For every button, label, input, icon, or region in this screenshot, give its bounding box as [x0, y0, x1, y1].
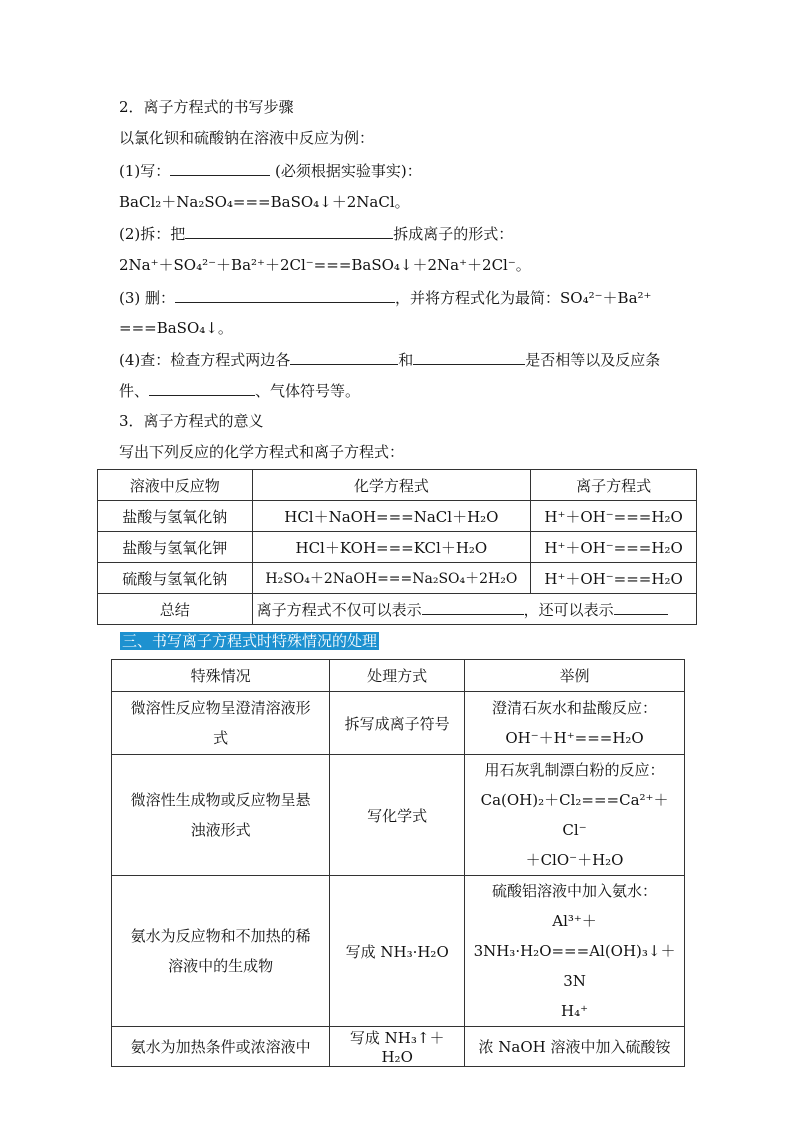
cell-example — [465, 692, 685, 755]
case-line: 浊液形式 — [190, 821, 251, 839]
cell-method: 拆写成离子符号 — [330, 692, 465, 755]
cell-method: 写成 NH₃↑＋H₂O — [330, 1027, 465, 1067]
th-method: 处理方式 — [330, 660, 465, 692]
summary-label: 总结 — [98, 594, 253, 625]
th-ionic-eq: 离子方程式 — [531, 470, 697, 501]
intro-text: 以氯化钡和硫酸钠在溶液中反应为例： — [119, 129, 375, 147]
cell-case — [112, 876, 330, 1027]
table-row — [112, 692, 685, 755]
cell-reactants: 硫酸与氢氧化钠 — [98, 563, 253, 594]
step-2-text: 拆成离子的形式： — [393, 225, 514, 243]
cell-case — [112, 692, 330, 755]
cell-method: 写化学式 — [330, 755, 465, 876]
step-1-note: (必须根据实验事实)： — [270, 162, 422, 180]
summary-b: ，还可以表示 — [523, 600, 614, 619]
task-text: 写出下列反应的化学方程式和离子方程式： — [119, 443, 405, 461]
section-title-text: 三、书写离子方程式时特殊情况的处理 — [122, 632, 378, 650]
step-2-equation: 2Na⁺＋SO₄²⁻＋Ba²⁺＋2Cl⁻===BaSO₄↓＋2Na⁺＋2Cl⁻。 — [119, 256, 531, 274]
cell-reactants: 盐酸与氢氧化钠 — [98, 501, 253, 532]
cell-example — [465, 876, 685, 1027]
case-line: 式 — [213, 729, 229, 747]
cell-case — [112, 755, 330, 876]
case-line: 微溶性生成物或反应物呈悬 — [130, 791, 311, 809]
blank-2 — [185, 223, 393, 239]
step-2-label: (2)拆：把 — [119, 225, 186, 243]
blank-4 — [290, 349, 398, 365]
example-line: 澄清石灰水和盐酸反应： — [492, 699, 658, 717]
example-line: Al³⁺＋ — [552, 912, 597, 930]
example-line: H₄⁺ — [561, 1002, 589, 1020]
case-line: 微溶性反应物呈澄清溶液形 — [130, 699, 311, 717]
cell-example: 浓 NaOH 溶液中加入硫酸铵 — [465, 1027, 685, 1067]
table-row — [112, 755, 685, 876]
step-1-equation: BaCl₂＋Na₂SO₄===BaSO₄↓＋2NaCl。 — [119, 193, 410, 211]
example-line: Ca(OH)₂＋Cl₂===Ca²⁺＋Cl⁻ — [480, 791, 669, 839]
cell-case: 氨水为加热条件或浓溶液中 — [112, 1027, 330, 1067]
case-line: 氨水为反应物和不加热的稀 — [130, 927, 311, 945]
step-4-cont — [119, 380, 360, 401]
step-1 — [119, 160, 422, 181]
example-line: 3NH₃·H₂O===Al(OH)₃↓＋3N — [473, 942, 676, 990]
table-row — [112, 1027, 685, 1067]
cell-ionic-eq: H⁺＋OH⁻===H₂O — [531, 501, 697, 532]
example-line: OH⁻＋H⁺===H₂O — [505, 729, 644, 747]
summary-row — [98, 594, 697, 625]
step-3 — [119, 287, 651, 308]
blank-7 — [422, 599, 524, 615]
step-3-text: ，并将方程式化为最简：SO₄²⁻＋Ba²⁺ — [395, 289, 652, 307]
summary-content — [252, 594, 696, 625]
step-4 — [119, 349, 660, 370]
step-1-label: (1)写： — [119, 162, 171, 180]
cell-reactants: 盐酸与氢氧化钾 — [98, 532, 253, 563]
blank-6 — [149, 380, 255, 396]
cell-ionic-eq: H⁺＋OH⁻===H₂O — [531, 532, 697, 563]
blank-3 — [175, 287, 395, 303]
cell-chemical-eq: H₂SO₄＋2NaOH===Na₂SO₄＋2H₂O — [252, 563, 531, 594]
table-row — [98, 563, 697, 594]
step-4-text: 是否相等以及反应条 — [525, 351, 661, 369]
example-line: ＋ClO⁻＋H₂O — [525, 851, 624, 869]
example-line: 用石灰乳制漂白粉的反应： — [484, 761, 665, 779]
blank-5 — [413, 349, 525, 365]
heading-3: 3．离子方程式的意义 — [119, 412, 264, 430]
blank-1 — [170, 160, 270, 176]
equation-table — [97, 469, 697, 625]
cell-example — [465, 755, 685, 876]
step-4-and: 和 — [398, 351, 414, 369]
step-4-label: (4)查：检查方程式两边各 — [119, 351, 291, 369]
th-example: 举例 — [465, 660, 685, 692]
table-row — [112, 876, 685, 1027]
heading-2: 2．离子方程式的书写步骤 — [119, 98, 294, 116]
step-2 — [119, 223, 513, 244]
table-row — [98, 532, 697, 563]
th-reactants: 溶液中反应物 — [98, 470, 253, 501]
blank-8 — [614, 599, 668, 615]
table-row — [98, 501, 697, 532]
case-line: 溶液中的生成物 — [168, 957, 274, 975]
special-cases-table — [111, 659, 685, 1067]
th-chemical-eq: 化学方程式 — [252, 470, 531, 501]
cell-ionic-eq: H⁺＋OH⁻===H₂O — [531, 563, 697, 594]
th-case: 特殊情况 — [112, 660, 330, 692]
step-3-equation: ===BaSO₄↓。 — [119, 319, 233, 337]
step-4-cont-b: 、气体符号等。 — [255, 382, 361, 400]
example-line: 硫酸铝溶液中加入氨水： — [492, 882, 658, 900]
cell-chemical-eq: HCl＋KOH===KCl＋H₂O — [252, 532, 531, 563]
summary-a: 离子方程式不仅可以表示 — [256, 600, 422, 619]
cell-method: 写成 NH₃·H₂O — [330, 876, 465, 1027]
step-3-label: (3) 删： — [119, 289, 176, 307]
step-4-cont-a: 件、 — [119, 382, 150, 400]
section-title — [120, 631, 379, 651]
cell-chemical-eq: HCl＋NaOH===NaCl＋H₂O — [252, 501, 531, 532]
